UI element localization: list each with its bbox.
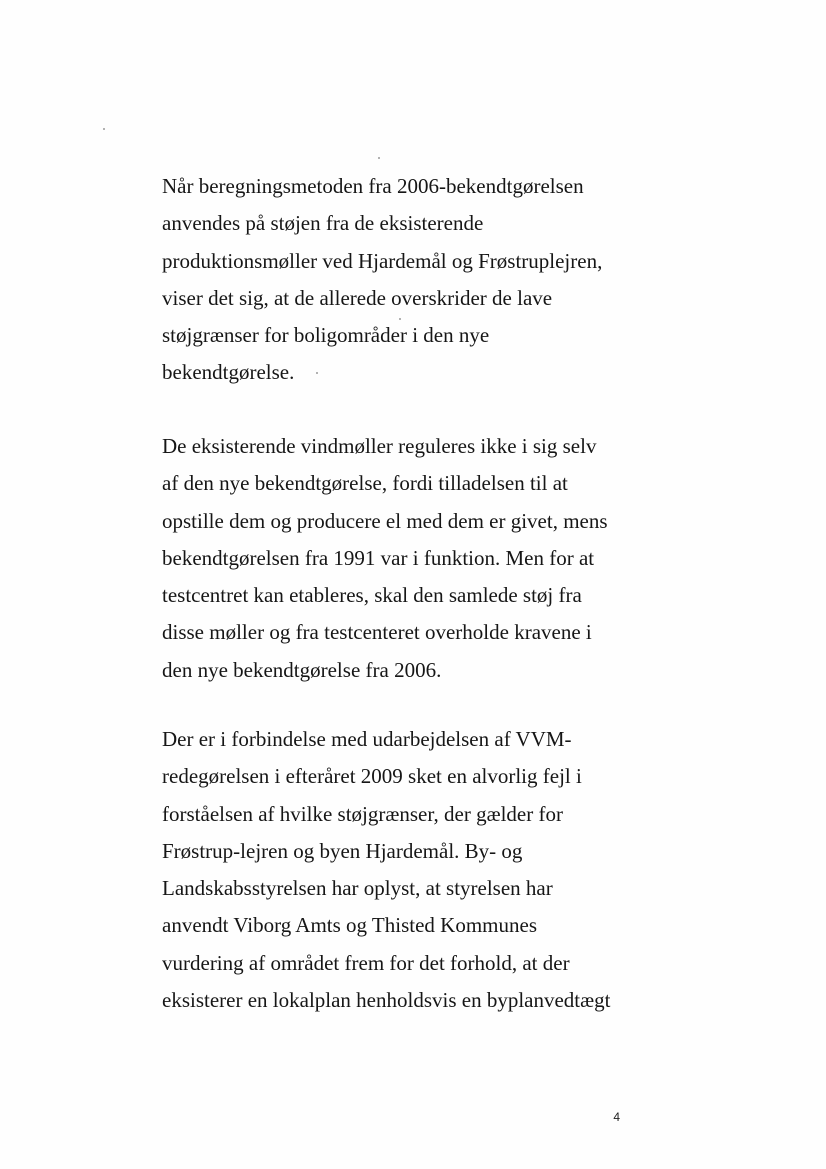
text-line: disse møller og fra testcenteret overholde kravene i <box>162 620 592 645</box>
text-line: testcentret kan etableres, skal den samlede støj fra <box>162 583 582 608</box>
text-line: Når beregningsmetoden fra 2006-bekendtgørelsen <box>162 174 584 198</box>
text-line: anvendt Viborg Amts og Thisted Kommunes <box>162 913 537 938</box>
scan-speck <box>316 372 318 374</box>
text-line: Der er i forbindelse med udarbejdelsen af VVM- <box>162 727 572 751</box>
text-line: opstille dem og producere el med dem er givet, mens <box>162 508 608 533</box>
paragraph-3 <box>162 721 802 1019</box>
text-line: Landskabsstyrelsen har oplyst, at styrelsen har <box>162 876 553 901</box>
page-number: 4 <box>613 1110 620 1124</box>
text-line: forståelsen af hvilke støjgrænser, der gælder for <box>162 801 563 826</box>
text-line: vurdering af området frem for det forhold, at der <box>162 950 570 975</box>
text-line: redegørelsen i efteråret 2009 sket en alvorlig fejl i <box>162 764 582 789</box>
paragraph-2 <box>162 428 802 689</box>
text-line: produktionsmøller ved Hjardemål og Frøstruplejren, <box>162 248 603 273</box>
text-line: Frøstrup-lejren og byen Hjardemål. By- og <box>162 838 523 863</box>
text-line: den nye bekendtgørelse fra 2006. <box>162 657 442 682</box>
scan-speck <box>399 318 401 320</box>
text-line: eksisterer en lokalplan henholdsvis en byplanvedtægt <box>162 988 611 1013</box>
text-line: bekendtgørelse. <box>162 360 295 385</box>
paragraph-1 <box>162 168 802 392</box>
text-line: De eksisterende vindmøller reguleres ikke i sig selv <box>162 434 597 458</box>
scan-speck <box>103 128 105 130</box>
text-line: viser det sig, at de allerede overskrider de lave <box>162 285 553 310</box>
scan-speck <box>378 157 380 159</box>
text-line: bekendtgørelsen fra 1991 var i funktion. Men for at <box>162 545 595 570</box>
text-line: af den nye bekendtgørelse, fordi tilladelsen til at <box>162 471 568 496</box>
text-line: anvendes på støjen fra de eksisterende <box>162 211 484 236</box>
text-line: støjgrænser for boligområder i den nye <box>162 323 490 348</box>
